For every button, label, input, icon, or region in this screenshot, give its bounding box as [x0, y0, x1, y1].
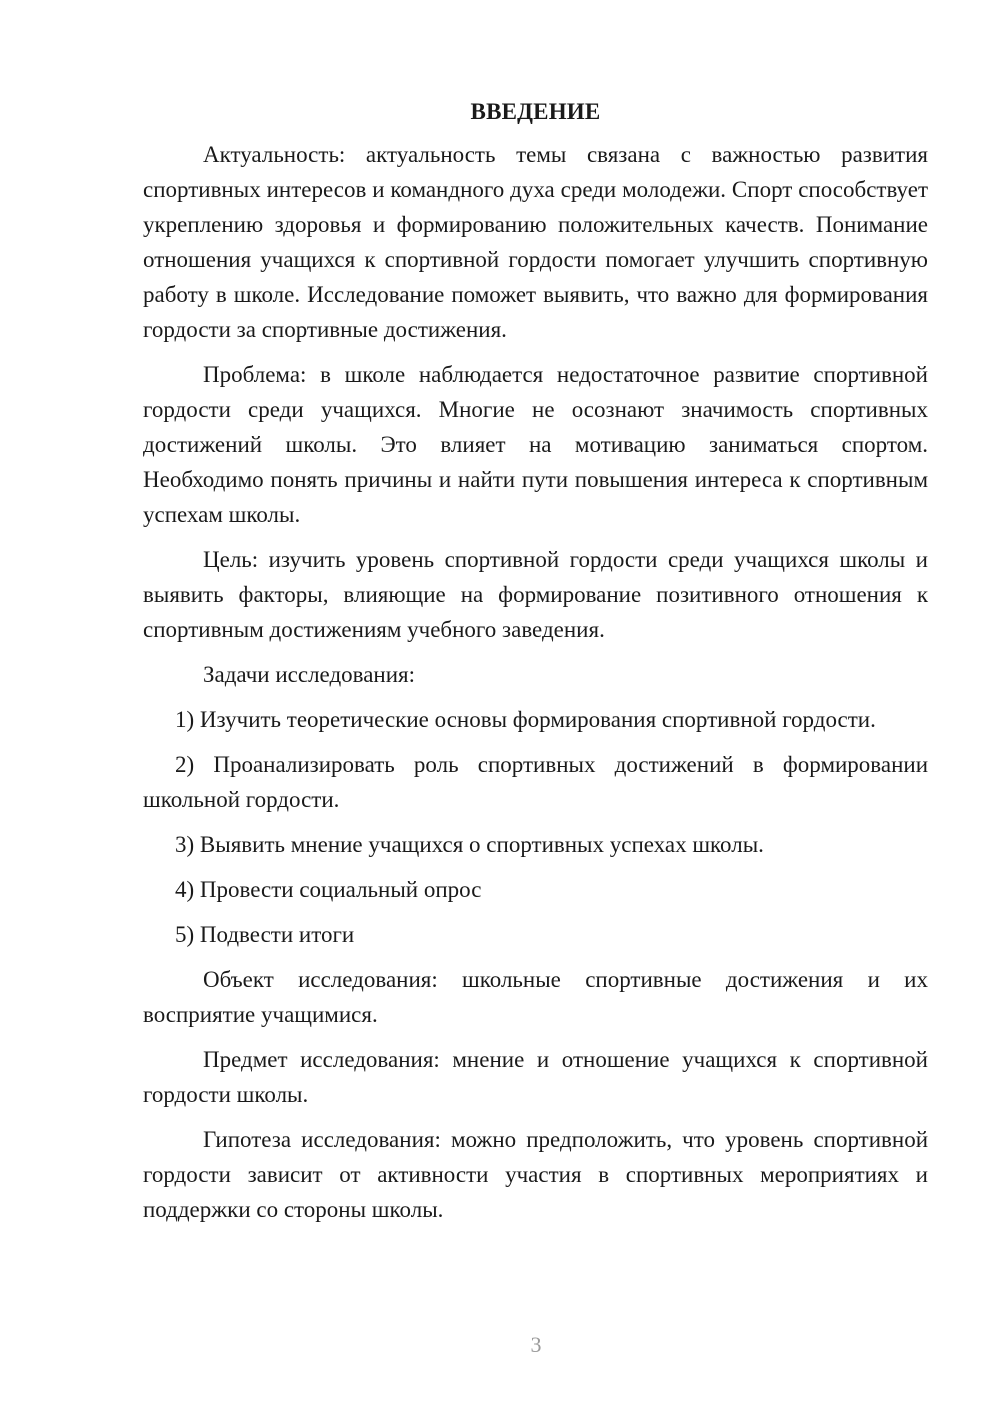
paragraph-goal: Цель: изучить уровень спортивной гордости среди учащихся школы и выявить факторы, влияющие на формирование позитивного отношения к спортивным достижениям учебного заведения.: [143, 547, 928, 642]
task-item-1: 1) Изучить теоретические основы формирования спортивной гордости.: [175, 707, 876, 732]
section-title: ВВЕДЕНИЕ: [470, 99, 601, 124]
task-item-4: 4) Провести социальный опрос: [175, 877, 482, 902]
paragraph-relevance: Актуальность: актуальность темы связана с важностью развития спортивных интересов и командного духа среди молодежи. Спорт способствует укреплению здоровья и формированию положительных качеств. Понимание отношения учащихся к спортивной гордости помогает улучшить спортивную работу в школе. Исследование поможет выявить, что важно для формирования гордости за спортивные достижения.: [143, 142, 928, 342]
paragraph-subject: Предмет исследования: мнение и отношение учащихся к спортивной гордости школы.: [143, 1047, 928, 1107]
task-item-3: 3) Выявить мнение учащихся о спортивных успехах школы.: [175, 832, 764, 857]
paragraph-problem: Проблема: в школе наблюдается недостаточное развитие спортивной гордости среди учащихся. Многие не осознают значимость спортивных достижений школы. Это влияет на мотивацию заниматься спортом. Необходимо понять причины и найти пути повышения интереса к спортивным успехам школы.: [143, 362, 928, 527]
paragraph-tasks-heading: Задачи исследования:: [203, 662, 416, 687]
task-item-2: 2) Проанализировать роль спортивных достижений в формировании школьной гордости.: [143, 752, 928, 812]
task-item-5: 5) Подвести итоги: [175, 922, 355, 947]
paragraph-hypothesis: Гипотеза исследования: можно предположить, что уровень спортивной гордости зависит от активности участия в спортивных мероприятиях и поддержки со стороны школы.: [143, 1127, 928, 1222]
page-number: 3: [530, 1332, 542, 1357]
document-body: [143, 94, 928, 1237]
paragraph-object: Объект исследования: школьные спортивные достижения и их восприятие учащимися.: [143, 967, 928, 1027]
